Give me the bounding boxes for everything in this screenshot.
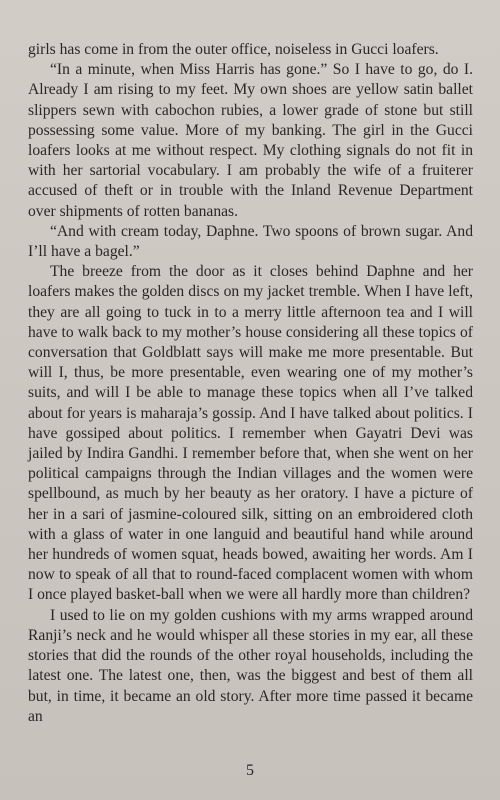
- paragraph-2: “In a minute, when Miss Harris has gone.” So I have to go, do I. Already I am rising to my feet. My own shoes are yellow satin ballet slippers sewn with cabochon rubies, a lower grade of stone but still possessing some value. More of my banking. The girl in the Gucci loafers looks at me without respect. My clothing signals do not fit in with her sartorial vocabulary. I am probably the wife of a fruiterer accused of theft or in trouble with the Inland Revenue Department over shipments of rotten bananas.: [28, 61, 473, 220]
- paragraph-1: girls has come in from the outer office, noiseless in Gucci loafers.: [28, 41, 439, 58]
- paragraph-4: The breeze from the door as it closes behind Daphne and her loafers makes the golden discs on my jacket tremble. When I have left, they are all going to tuck in to a merry little afternoon tea and I will have to walk back to my mother’s house considering all these topics of conversation that Goldblatt says will make me more presentable. But will I, thus, be more presentable, even wearing one of my mother’s suits, and will I be able to manage these topics when all I’ve talked about for years is maharaja’s gossip. And I have talked about politics. I have gossiped about politics. I remember when Gayatri Devi was jailed by Indira Gandhi. I remember before that, when she went on her political campaigns through the Indian villages and the women were spellbound, as much by her beauty as her oratory. I have a picture of her in a sari of jasmine-coloured silk, sitting on an embroidered cloth with a glass of water in one languid and beautiful hand while around her hundreds of women squat, heads bowed, awaiting her words. Am I now to speak of all that to round-faced complacent women with whom I once played basket-ball when we were all hardly more than children?: [28, 263, 473, 604]
- paragraph-5: I used to lie on my golden cushions with my arms wrapped around Ranji’s neck and he would whisper all these stories in my ear, all these stories that did the rounds of the other royal households, including the latest one. The latest one, then, was the biggest and best of them all but, in time, it became an old story. After more time passed it became an: [28, 606, 473, 725]
- body-text: [28, 40, 473, 727]
- page-number: 5: [246, 762, 254, 779]
- paragraph-3: “And with cream today, Daphne. Two spoons of brown sugar. And I’ll have a bagel.”: [28, 222, 473, 261]
